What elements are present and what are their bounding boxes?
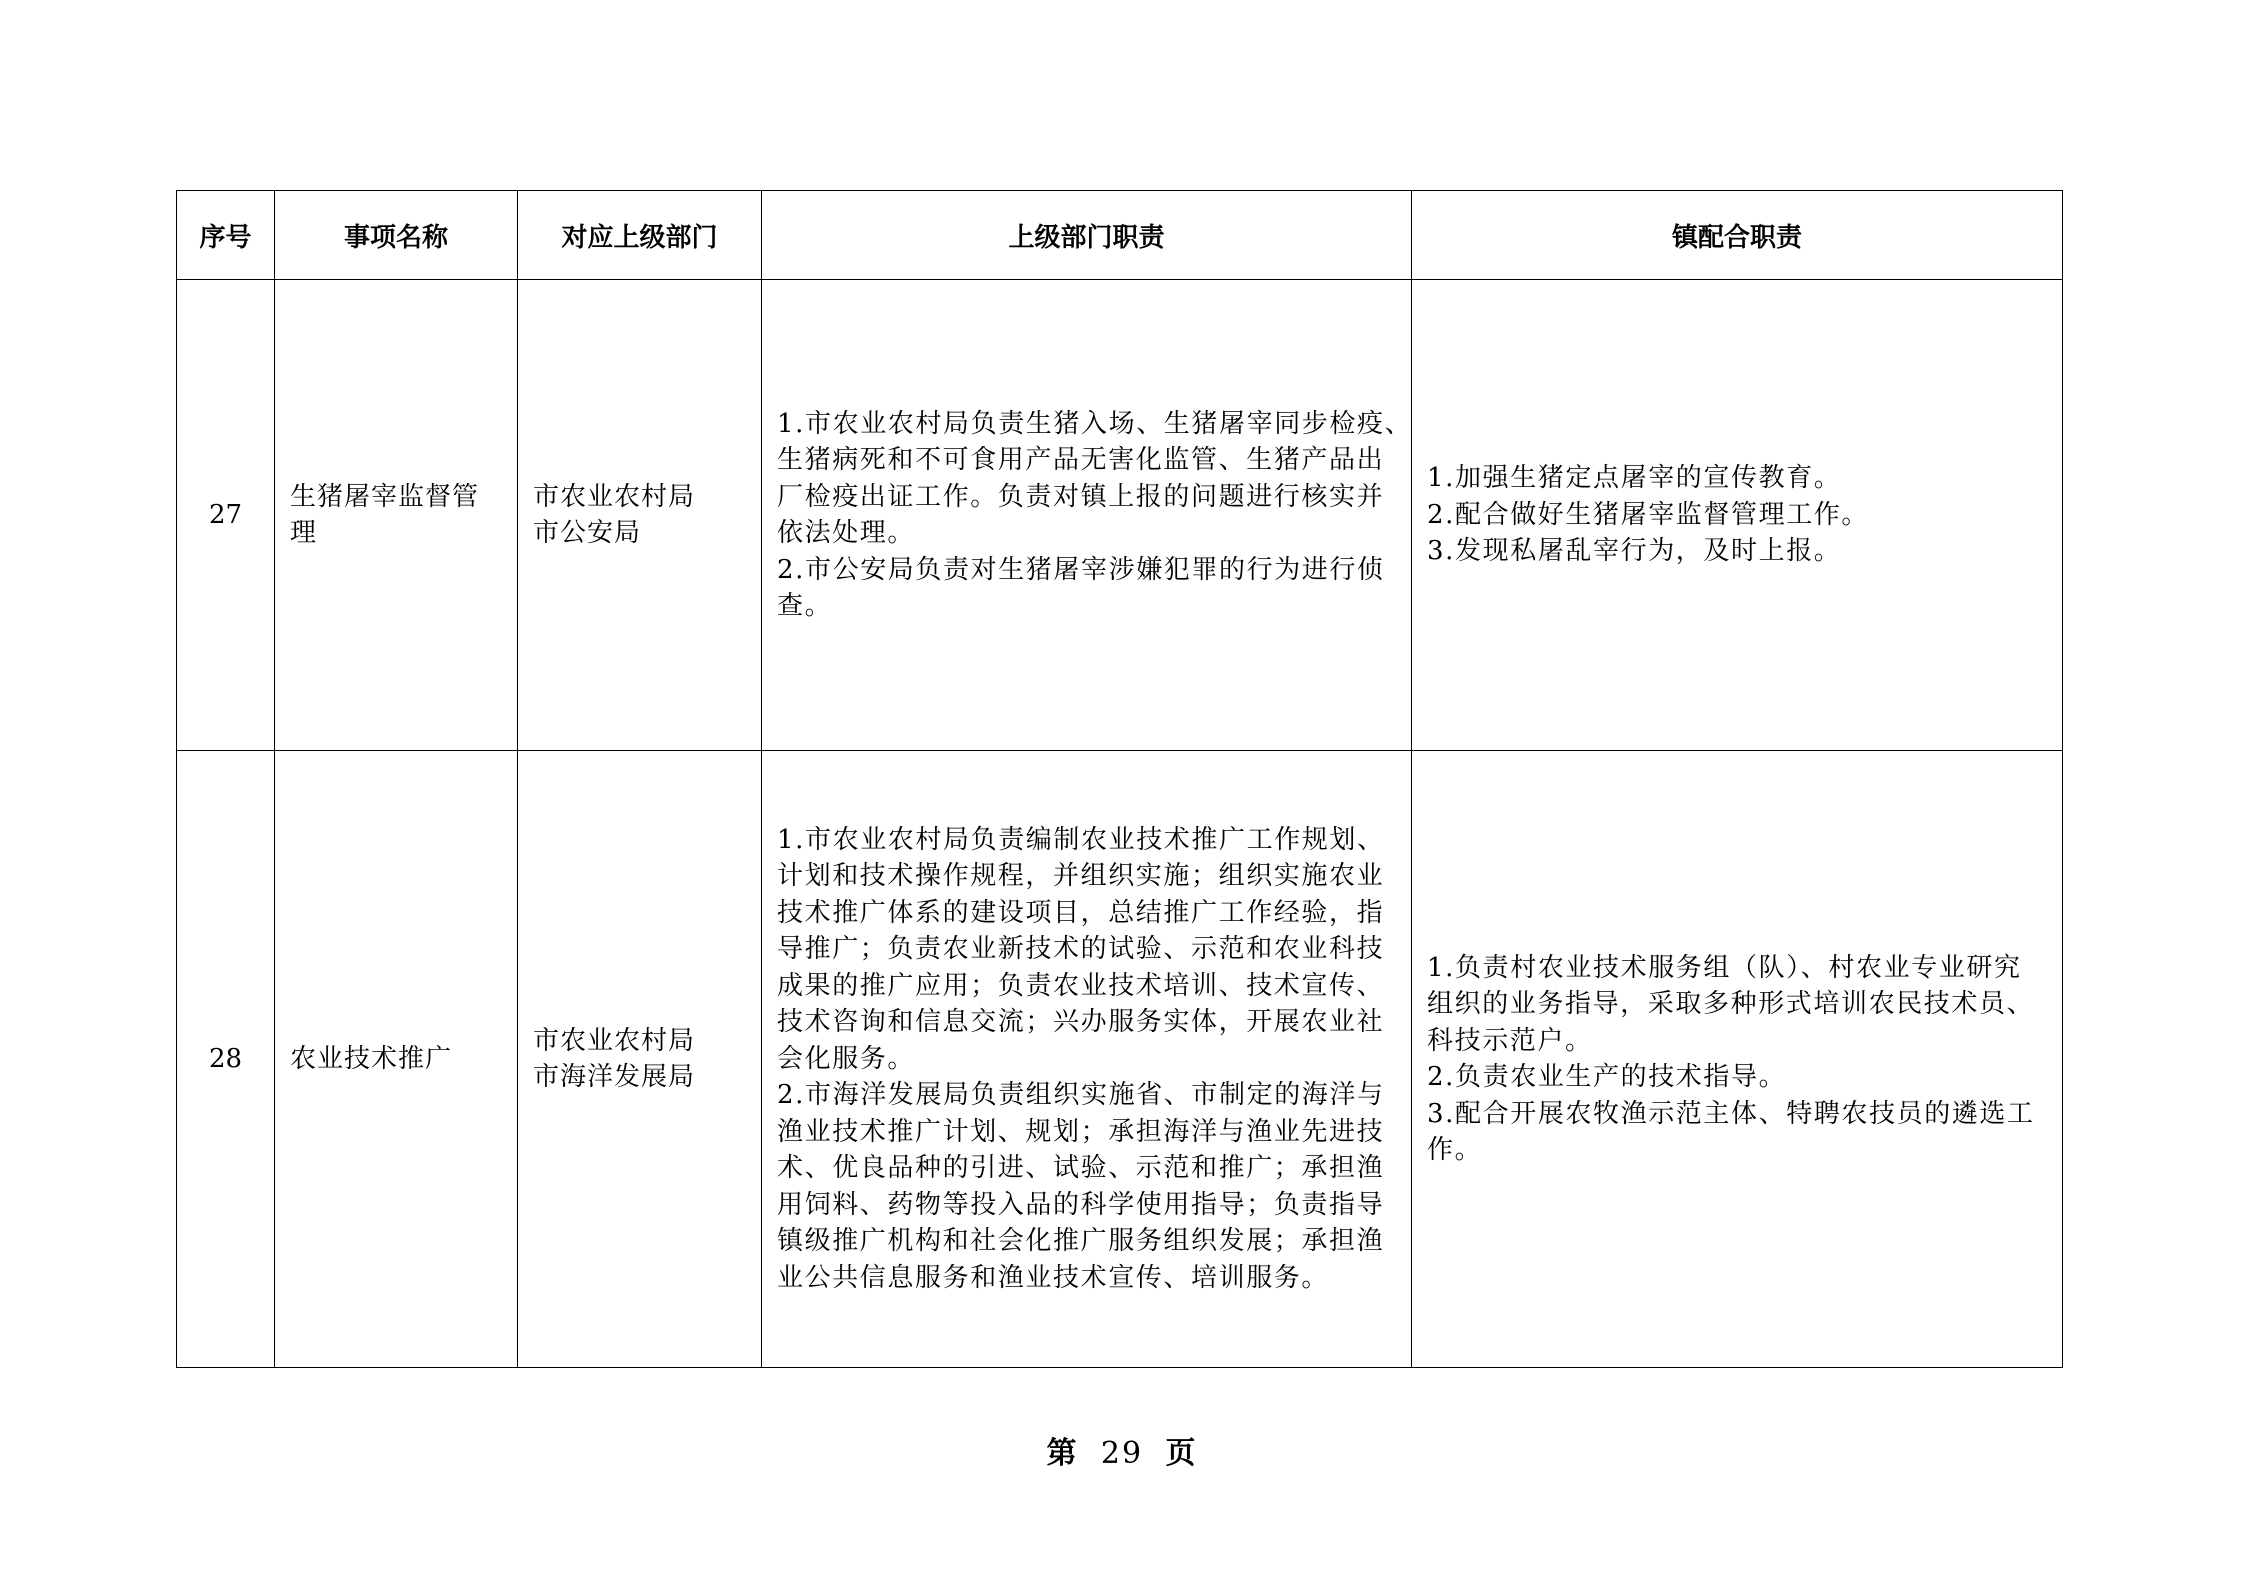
text-line: 3.配合开展农牧渔示范主体、特聘农技员的遴选工 (1427, 1098, 2035, 1129)
text-line: 会化服务。 (777, 1043, 916, 1074)
header-item-name: 事项名称 (275, 191, 518, 280)
text-line: 理 (290, 518, 318, 548)
text-line: 镇级推广机构和社会化推广服务组织发展；承担渔 (777, 1226, 1385, 1257)
text-line: 2.配合做好生猪屠宰监督管理工作。 (1427, 499, 1870, 530)
text-line: 科技示范户。 (1427, 1025, 1593, 1056)
text-line: 1.加强生猪定点屠宰的宣传教育。 (1427, 463, 1842, 494)
row-upper-duty (762, 280, 1412, 751)
row-seq: 28 (177, 751, 275, 1368)
table-row (177, 751, 2063, 1368)
text-line: 市海洋发展局 (533, 1062, 696, 1092)
text-line: 依法处理。 (777, 518, 916, 548)
row-upper-dept (518, 751, 762, 1368)
text-line: 市农业农村局 (533, 1025, 696, 1056)
header-seq: 序号 (177, 191, 275, 280)
row-item-name (275, 280, 518, 751)
text-line: 技术咨询和信息交流；兴办服务实体，开展农业社 (777, 1007, 1385, 1038)
text-line: 成果的推广应用；负责农业技术培训、技术宣传、 (777, 970, 1385, 1001)
text-line: 2.市海洋发展局负责组织实施省、市制定的海洋与 (777, 1080, 1385, 1111)
header-town-duty: 镇配合职责 (1412, 191, 2063, 280)
row-upper-duty (762, 751, 1412, 1368)
text-line: 1.市农业农村局负责生猪入场、生猪屠宰同步检疫、 (777, 408, 1413, 439)
text-line: 作。 (1427, 1135, 1483, 1165)
text-line: 业公共信息服务和渔业技术宣传、培训服务。 (777, 1262, 1330, 1293)
header-upper-dept: 对应上级部门 (518, 191, 762, 280)
text-line: 计划和技术操作规程，并组织实施；组织实施农业 (777, 861, 1385, 892)
text-line: 用饲料、药物等投入品的科学使用指导；负责指导 (777, 1189, 1385, 1220)
text-line: 3.发现私屠乱宰行为，及时上报。 (1427, 536, 1842, 567)
page-number: 29 (1100, 1436, 1144, 1471)
text-line: 生猪病死和不可食用产品无害化监管、生猪产品出 (777, 445, 1385, 475)
page-prefix: 第 (1046, 1436, 1079, 1471)
text-line: 厂检疫出证工作。负责对镇上报的问题进行核实并 (777, 481, 1385, 512)
duty-table (176, 190, 2063, 1368)
header-upper-duty: 上级部门职责 (762, 191, 1412, 280)
text-line: 市公安局 (533, 518, 642, 548)
text-line: 查。 (777, 591, 833, 621)
text-line: 2.市公安局负责对生猪屠宰涉嫌犯罪的行为进行侦 (777, 554, 1385, 585)
text-line: 导推广；负责农业新技术的试验、示范和农业科技 (777, 934, 1385, 965)
text-line: 组织的业务指导，采取多种形式培训农民技术员、 (1427, 989, 2035, 1019)
text-line: 技术推广体系的建设项目，总结推广工作经验，指 (777, 897, 1385, 928)
text-line: 生猪屠宰监督管 (290, 481, 480, 512)
text-line: 1.负责村农业技术服务组（队）、村农业专业研究 (1427, 952, 2022, 983)
row-town-duty (1412, 280, 2063, 751)
text-line: 术、优良品种的引进、试验、示范和推广；承担渔 (777, 1153, 1385, 1184)
table-row (177, 280, 2063, 751)
page-suffix: 页 (1165, 1436, 1198, 1471)
row-town-duty (1412, 751, 2063, 1368)
row-seq: 27 (177, 280, 275, 751)
text-line: 1.市农业农村局负责编制农业技术推广工作规划、 (777, 824, 1385, 855)
table-header-row (177, 191, 2063, 280)
text-line: 农业技术推广 (290, 1043, 453, 1074)
row-upper-dept (518, 280, 762, 751)
page-number-footer (0, 1428, 2244, 1472)
text-line: 市农业农村局 (533, 481, 696, 512)
row-item-name (275, 751, 518, 1368)
text-line: 渔业技术推广计划、规划；承担海洋与渔业先进技 (777, 1116, 1385, 1147)
text-line: 2.负责农业生产的技术指导。 (1427, 1062, 1787, 1092)
